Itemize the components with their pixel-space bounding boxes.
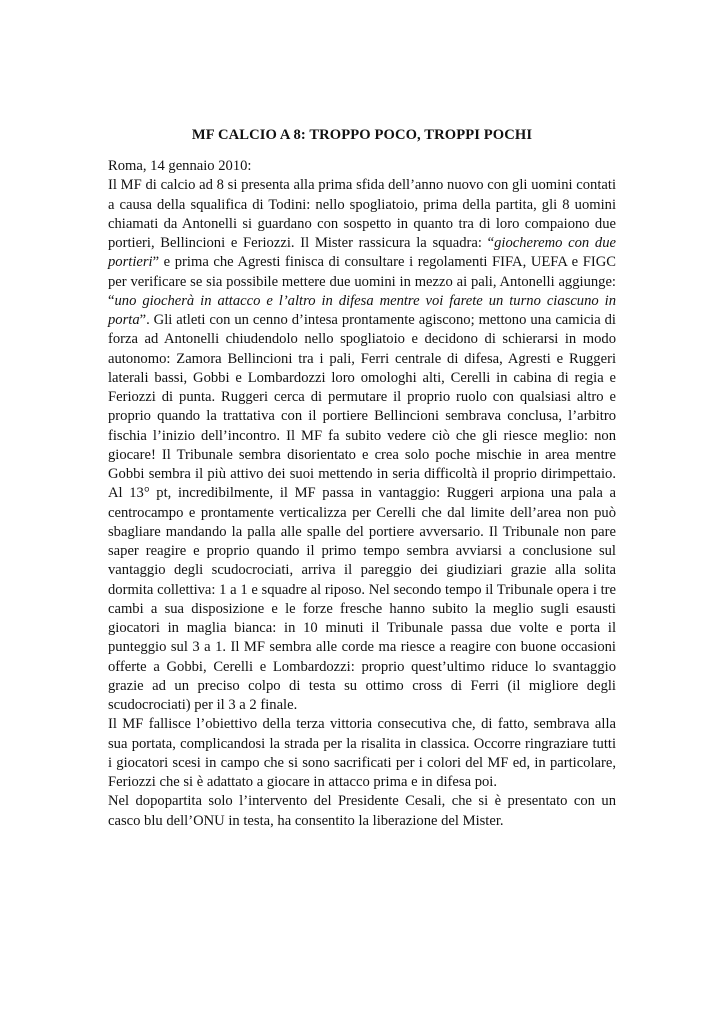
- quote-two-goalkeepers: giocheremo con due portieri: [108, 235, 617, 271]
- paragraph-2: Il MF fallisce l’obiettivo della terza vittoria consecutiva che, di fatto, sembrava alla sua portata, complicandosi la strada per la risalita in classica. Occorre ringraziare tutti i giocatori scesi in campo che si sono sacrificati per i colori del MF ed, in particolare, Feriozzi che si è adattato a giocare in attacco prima e in difesa poi.: [108, 716, 616, 790]
- document-title: MF CALCIO A 8: TROPPO POCO, TROPPI POCHI: [191, 127, 533, 143]
- dateline: Roma, 14 gennaio 2010:: [108, 158, 252, 174]
- quote-attack-defense: uno giocherà in attacco e l’altro in difesa mentre voi farete un turno ciascuno in porta: [108, 292, 616, 328]
- paragraph-1-text-a: Il MF di calcio ad 8 si presenta alla prima sfida dell’anno nuovo con gli uomini contati a causa della squalifica di Todini: nello spogliatoio, prima della partita, gli 8 uomini chiamati da Antonelli si guardano con sospetto in quanto tra di loro compaiono due portieri, Bellincioni e Feriozzi. Il Mister rassicura la squadra: “: [108, 177, 616, 251]
- paragraph-3: Nel dopopartita solo l’intervento del Presidente Cesali, che si è presentato con un casco blu dell’ONU in testa, ha consentito la liberazione del Mister.: [108, 793, 616, 829]
- article-body: [108, 157, 616, 831]
- paragraph-1-text-c: ”. Gli atleti con un cenno d’intesa prontamente agiscono; mettono una camicia di forza ad Antonelli chiudendolo nello spogliatoio e decidono di schierarsi in modo autonomo: Zamora Bellincioni tra i pali, Ferri centrale di difesa, Agresti e Ruggeri laterali bassi, Gobbi e Lombardozzi loro omologhi alti, Cerelli in cabina di regia e Feriozzi di punta. Ruggeri cerca di permutare il proprio ruolo con qualsiasi altro e proprio quando la trattativa con il portiere Bellincioni sembrava conclusa, l’arbitro fischia l’inizio dell’incontro. Il MF fa subito vedere ciò che gli riesce meglio: non giocare! Il Tribunale sembra disorientato e crea solo poche mischie in area mentre Gobbi sembra il più attivo dei suoi mettendo in seria difficoltà il proprio dirimpettaio. Al 13° pt, incredibilmente, il MF passa in vantaggio: Ruggeri arpiona una pala a centrocampo e prontamente verticalizza per Cerelli che dal limite dell’area non può sbagliare mandando la palla alle spalle del portiere avversario. Il Tribunale non pare saper reagire e proprio quando il primo tempo sembra avviarsi a conclusione sul vantaggio degli scudocrociati, arriva il pareggio dei giudiziari grazie alla solita dormita collettiva: 1 a 1 e squadre al riposo. Nel secondo tempo il Tribunale opera i tre cambi a sua disposizione e le forze fresche hanno subito la meglio sugli esausti giocatori in maglia bianca: in 10 minuti il Tribunale passa due volte e porta il punteggio sul 3 a 1. Il MF sembra alle corde ma riesce a reagire con buone occasioni offerte a Gobbi, Cerelli e Lombardozzi: proprio quest’ultimo riduce lo svantaggio grazie ad un preciso colpo di testa su ottimo cross di Ferri (il migliore degli scudocrociati) per il 3 a 2 finale.: [108, 312, 616, 713]
- paragraph-1: [108, 176, 616, 715]
- paragraph-1-text-b: ” e prima che Agresti finisca di consultare i regolamenti FIFA, UEFA e FIGC per verificare se sia possibile mettere due uomini in mezzo ai pali, Antonelli aggiunge: “: [108, 254, 616, 309]
